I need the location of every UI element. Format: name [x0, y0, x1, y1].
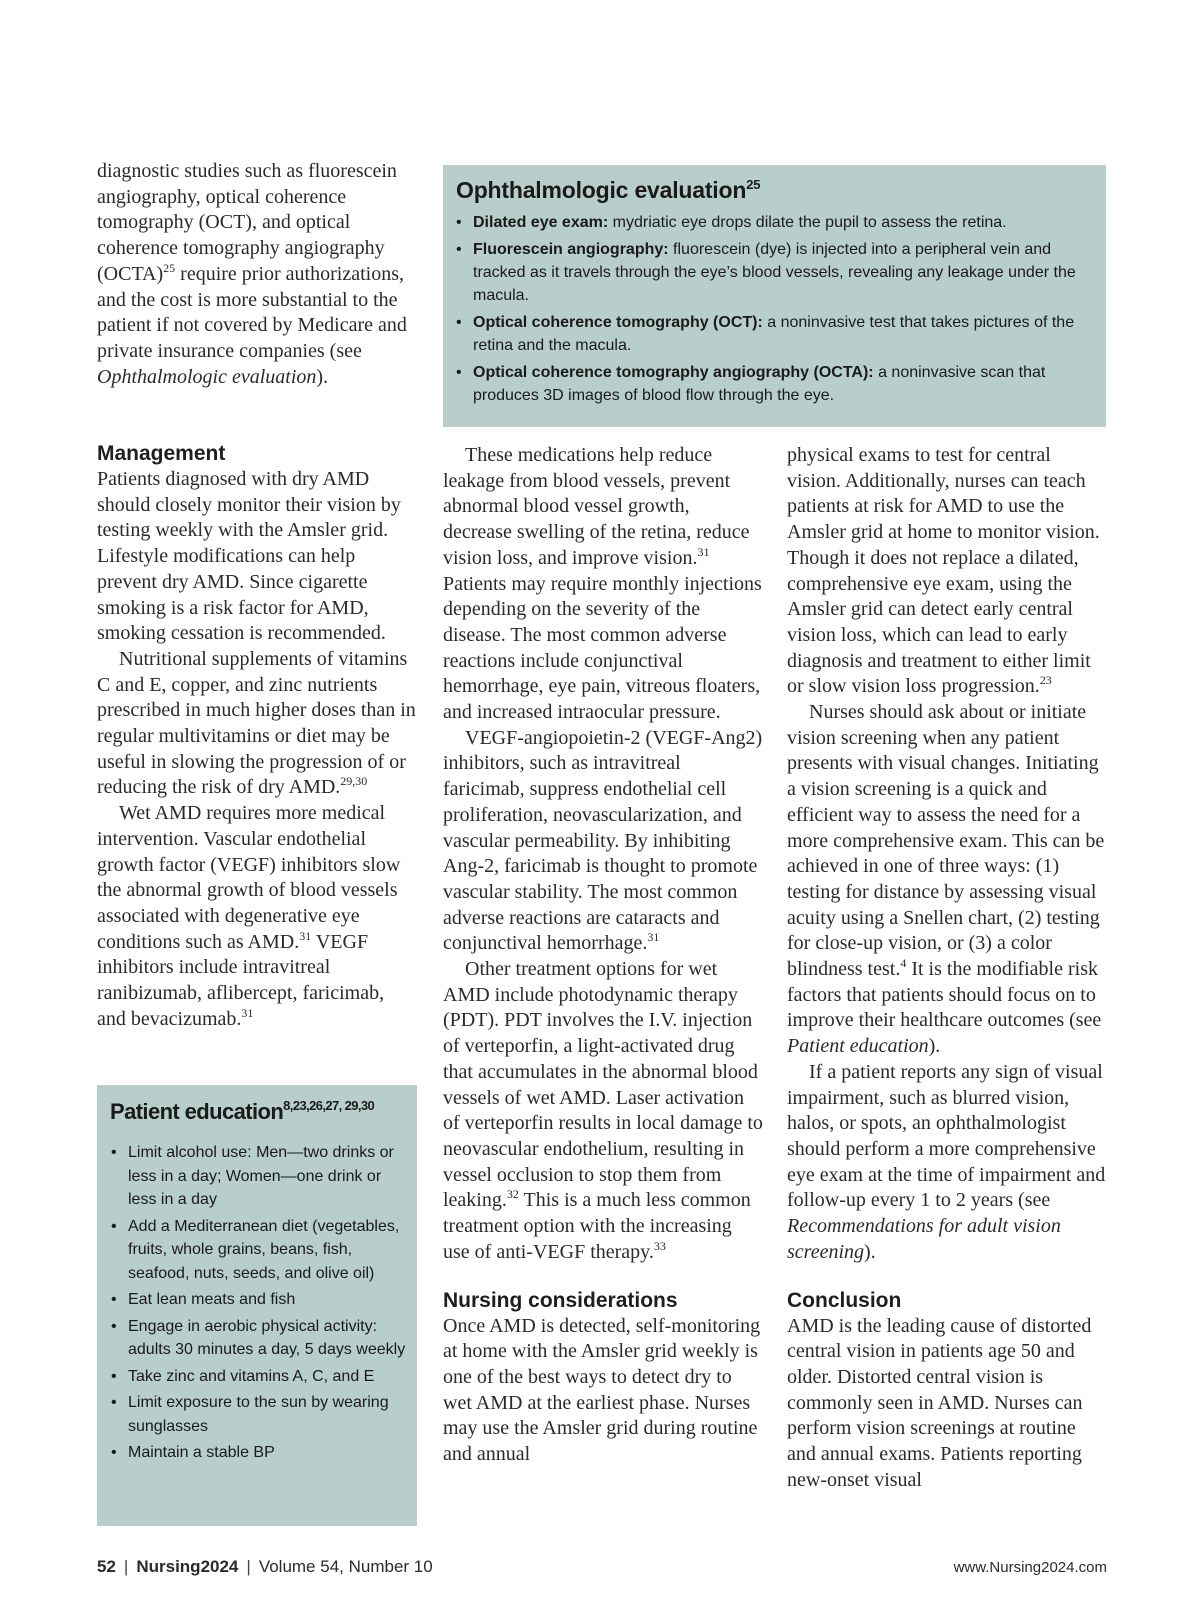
paragraph: Nurses should ask about or initiate vision screening when any patient presents with visual changes. Initiating a vision screening is a quick and efficient way to assess the need for a more comprehensive exam. This can be achieved in one of three ways: (1) testing for distance by assessing visual acuity using a Snellen chart, (2) testing for close-up vision, or (3) a color blindness test.$^4$ It is the modifiable risk factors that patients should focus on to improve their healthcare outcomes (see Patient education).: [787, 701, 1105, 1058]
list-item: • Fluorescein angiography: fluorescein (dye) is injected into a peripheral vein and tracked as it travels through the eye’s blood vessels, revealing any leakage under the macula.: [456, 238, 1096, 307]
edu-list: [111, 1141, 407, 1468]
list-item: • Take zinc and vitamins A, C, and E: [111, 1365, 407, 1389]
list-item: • Limit exposure to the sun by wearing sunglasses: [111, 1391, 407, 1438]
col1-intro: [97, 159, 417, 390]
col1-management: [97, 441, 417, 1032]
list-item: • Limit alcohol use: Men—two drinks or less in a day; Women—one drink or less in a day: [111, 1141, 407, 1212]
ophthalmologic-evaluation-box: [443, 165, 1106, 427]
paragraph: physical exams to test for central vision. Additionally, nurses can teach patients at risk for AMD to use the Amsler grid at home to monitor vision. Though it does not replace a dilated, comprehensive eye exam, using the Amsler grid can detect early central vision loss, which can lead to early diagnosis and treatment to either limit or slow vision loss progression.$^{23}$: [787, 444, 1100, 698]
edu-box-title: Patient education$^{8,23,26,27, 29,30}$: [110, 1098, 375, 1124]
journal-name: Nursing2024: [136, 1557, 239, 1576]
conclusion-heading: Conclusion: [787, 1288, 902, 1312]
footer-url: www.Nursing2024.com: [953, 1559, 1107, 1576]
paragraph: Other treatment options for wet AMD include photodynamic therapy (PDT). PDT involves the I.V. injection of verteporfin, a light-activated drug that accumulates in the abnormal blood vessels of wet AMD. Laser activation of verteporfin results in local damage to neovascular endothelium, resulting in vessel occlusion to stop them from leaking.$^{32}$ This is a much less common treatment option with the increasing use of anti-VEGF therapy.$^{33}$: [443, 958, 763, 1263]
list-item: • Dilated eye exam: mydriatic eye drops dilate the pupil to assess the retina.: [456, 211, 1096, 234]
list-item: • Add a Mediterranean diet (vegetables, fruits, whole grains, beans, fish, seafood, nuts, seeds, and olive oil): [111, 1215, 407, 1286]
nursing-considerations-heading: Nursing considerations: [443, 1288, 678, 1312]
paragraph: Nutritional supplements of vitamins C and E, copper, and zinc nutrients prescribed in much higher doses than in regular multivitamins or diet may be useful in slowing the progression of or reducing the risk of dry AMD.$^{29,30}$: [97, 647, 416, 799]
col2: [443, 443, 763, 1468]
list-item: • Maintain a stable BP: [111, 1441, 407, 1465]
paragraph: Patients diagnosed with dry AMD should closely monitor their vision by testing weekly with the Amsler grid. Lifestyle modifications can help prevent dry AMD. Since cigarette smoking is a risk factor for AMD, smoking cessation is recommended.: [97, 468, 401, 645]
patient-education-box: [97, 1085, 417, 1526]
col3: [787, 443, 1107, 1493]
intro-paragraph: diagnostic studies such as fluorescein angiography, optical coherence tomography (OCT), and optical coherence tomography angiography (OCTA)$^{25}$ require prior authorizations, and the cost is more substantial to the patient if not covered by Medicare and private insurance companies (see Ophthalmologic evaluation).: [97, 160, 407, 388]
paragraph: If a patient reports any sign of visual impairment, such as blurred vision, halos, or spots, an ophthalmologist should perform a more comprehensive eye exam at the time of impairment and follow-up every 1 to 2 years (see Recommendations for adult vision screening).: [787, 1060, 1106, 1263]
list-item: • Optical coherence tomography angiography (OCTA): a noninvasive scan that produces 3D images of blood flow through the eye.: [456, 361, 1096, 407]
volume-info: Volume 54, Number 10: [258, 1557, 433, 1576]
list-item: • Engage in aerobic physical activity: adults 30 minutes a day, 5 days weekly: [111, 1315, 407, 1362]
paragraph: AMD is the leading cause of distorted central vision in patients age 50 and older. Distorted central vision is commonly seen in AMD. Nurses can perform vision screenings at routine and annual exams. Patients reporting new-onset visual: [787, 1314, 1092, 1491]
list-item: • Optical coherence tomography (OCT): a noninvasive test that takes pictures of the retina and the macula.: [456, 311, 1096, 357]
oph-list: [456, 211, 1096, 411]
oph-box-title: Ophthalmologic evaluation$^{25}$: [456, 177, 761, 203]
paragraph: VEGF-angiopoietin-2 (VEGF-Ang2) inhibitors, such as intravitreal faricimab, suppress endothelial cell proliferation, neovascularization, and vascular permeability. By inhibiting Ang-2, faricimab is thought to promote vascular stability. The most common adverse reactions are cataracts and conjunctival hemorrhage.$^{31}$: [443, 726, 763, 955]
page-number: 52: [97, 1557, 116, 1576]
paragraph: Once AMD is detected, self-monitoring at home with the Amsler grid weekly is one of the best ways to detect dry to wet AMD at the earliest phase. Nurses may use the Amsler grid during routine and annual: [443, 1314, 761, 1466]
management-heading: Management: [97, 442, 226, 465]
footer-left: 52 | Nursing2024 | Volume 54, Number 10: [97, 1557, 433, 1576]
paragraph: Wet AMD requires more medical intervention. Vascular endothelial growth factor (VEGF) inhibitors slow the abnormal growth of blood vessels associated with degenerative eye conditions such as AMD.$^{31}$ VEGF inhibitors include intravitreal ranibizumab, aflibercept, faricimab, and bevacizumab.$^{31}$: [97, 802, 401, 1030]
list-item: • Eat lean meats and fish: [111, 1288, 407, 1312]
paragraph: These medications help reduce leakage from blood vessels, prevent abnormal blood vessel growth, decrease swelling of the retina, reduce vision loss, and improve vision.$^{31}$ Patients may require monthly injections depending on the severity of the disease. The most common adverse reactions include conjunctival hemorrhage, eye pain, vitreous floaters, and increased intraocular pressure.: [443, 444, 762, 724]
